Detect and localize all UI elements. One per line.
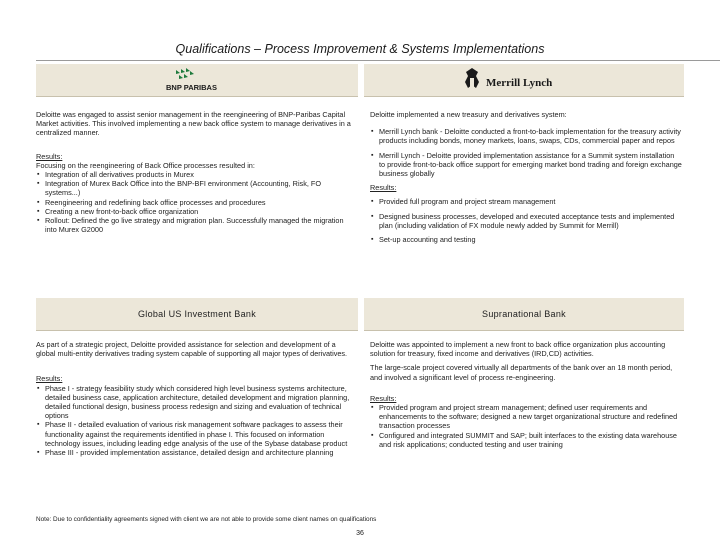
- page-title: Qualifications – Process Improvement & Systems Implementations: [175, 42, 545, 56]
- supra-results-list: [370, 403, 682, 449]
- list-item: ▪ Phase II - detailed evaluation of various risk management software packages to assess their functionality against the requirements identified in phase I. This focused on information technology issues, including leading edge analysis of the use of the Sybase database product: [36, 420, 354, 448]
- global-results-list: [36, 384, 354, 458]
- list-item: ▪ Rollout: Defined the go live strategy and migration plan. Successfully managed the migration into Murex G2000: [36, 216, 354, 234]
- bnp-paribas-logo: [146, 68, 246, 94]
- merrill-lynch-logo: [464, 66, 574, 94]
- list-item: ▪ Creating a new front-to-back office organization: [36, 207, 354, 216]
- page-number: 36: [356, 530, 364, 537]
- title-divider: [36, 60, 720, 61]
- list-item: ▪ Reengineering and redefining back office processes and procedures: [36, 198, 354, 207]
- merrill-engagement-list: [370, 127, 682, 178]
- list-item: ▪ Integration of Murex Back Office into the BNP-BFI environment (Accounting, Risk, FO systems...): [36, 179, 354, 197]
- merrill-panel-header: [364, 64, 684, 97]
- merrill-intro: Deloitte implemented a new treasury and derivatives system:: [370, 110, 567, 119]
- supra-intro: Deloitte was appointed to implement a new front to back office organization plus accounting solution for treasury, fixed income and derivatives (IRD,CD) activities.: [370, 340, 666, 359]
- bnp-logo-text: BNP PARIBAS: [166, 83, 217, 92]
- bnp-panel-header: [36, 64, 358, 97]
- global-content: [36, 340, 354, 457]
- supra-results-label: Results:: [370, 393, 397, 403]
- list-item: ▪ Configured and integrated SUMMIT and SAP; built interfaces to the existing data warehouse and risk applications; conducted testing and user training: [370, 431, 682, 449]
- bnp-results-intro: Focusing on the reengineering of Back Office processes resulted in:: [36, 160, 255, 170]
- list-item: ▪ Merrill Lynch bank - Deloitte conducted a front-to-back implementation for the treasury activity products including bonds, money markets, loans, swaps, CDs, commercial paper and repos: [370, 127, 682, 145]
- supra-panel-header: [364, 298, 684, 331]
- list-item: ▪ Provided program and project stream management; defined user requirements and enhancements to the software; designed a new target organizational structure and redefined transaction processes: [370, 403, 682, 431]
- supra-intro-2: The large-scale project covered virtually all departments of the bank over an 18 month period, and involved a significant level of process re-engineering.: [370, 363, 673, 382]
- merrill-results-list: [370, 197, 682, 244]
- merrill-results-label: Results:: [370, 183, 397, 193]
- list-item: ▪ Merrill Lynch - Deloitte provided implementation assistance for a Summit system installation to provide front-to-back office support for emerging market bond trading and foreign exchange business globally: [370, 151, 682, 179]
- list-item: ▪ Designed business processes, developed and executed acceptance tests and implemented plan (including validation of FX module newly added by Summit for Merrill): [370, 212, 682, 230]
- list-item: ▪ Integration of all derivatives products in Murex: [36, 170, 354, 179]
- global-results-label: Results:: [36, 374, 63, 384]
- confidentiality-note: Note: Due to confidentiality agreements signed with client we are not able to provide some client names on qualifications: [36, 516, 377, 523]
- list-item: ▪ Provided full program and project stream management: [370, 197, 682, 206]
- merrill-content: [370, 110, 682, 244]
- bnp-content: [36, 110, 354, 234]
- bnp-results-list: [36, 170, 354, 234]
- bnp-results-label: Results:: [36, 151, 63, 161]
- list-item: ▪ Phase I - strategy feasibility study which considered high level business systems architecture, detailed business case, application architecture, detailed development and migration planning, detailed functional design, business process redesign and sizing and evaluation of technical options: [36, 384, 354, 421]
- bnp-intro: Deloitte was engaged to assist senior management in the reengineering of BNP-Paribas Capital Market activities. This involved implementing a new back office system to manage derivatives in a centralized manner.: [36, 110, 351, 138]
- list-item: ▪ Phase III - provided implementation assistance, detailed design and architecture planning: [36, 448, 354, 457]
- merrill-logo-text: Merrill Lynch: [486, 77, 553, 89]
- supra-content: [370, 340, 682, 449]
- supra-header-label: Supranational Bank: [482, 309, 566, 319]
- list-item: ▪ Set-up accounting and testing: [370, 235, 682, 244]
- global-intro: As part of a strategic project, Deloitte provided assistance for selection and development of a global multi-entity derivatives trading system capable of supporting all major types of derivatives.: [36, 340, 348, 359]
- global-header-label: Global US Investment Bank: [137, 309, 257, 319]
- global-panel-header: [36, 298, 358, 331]
